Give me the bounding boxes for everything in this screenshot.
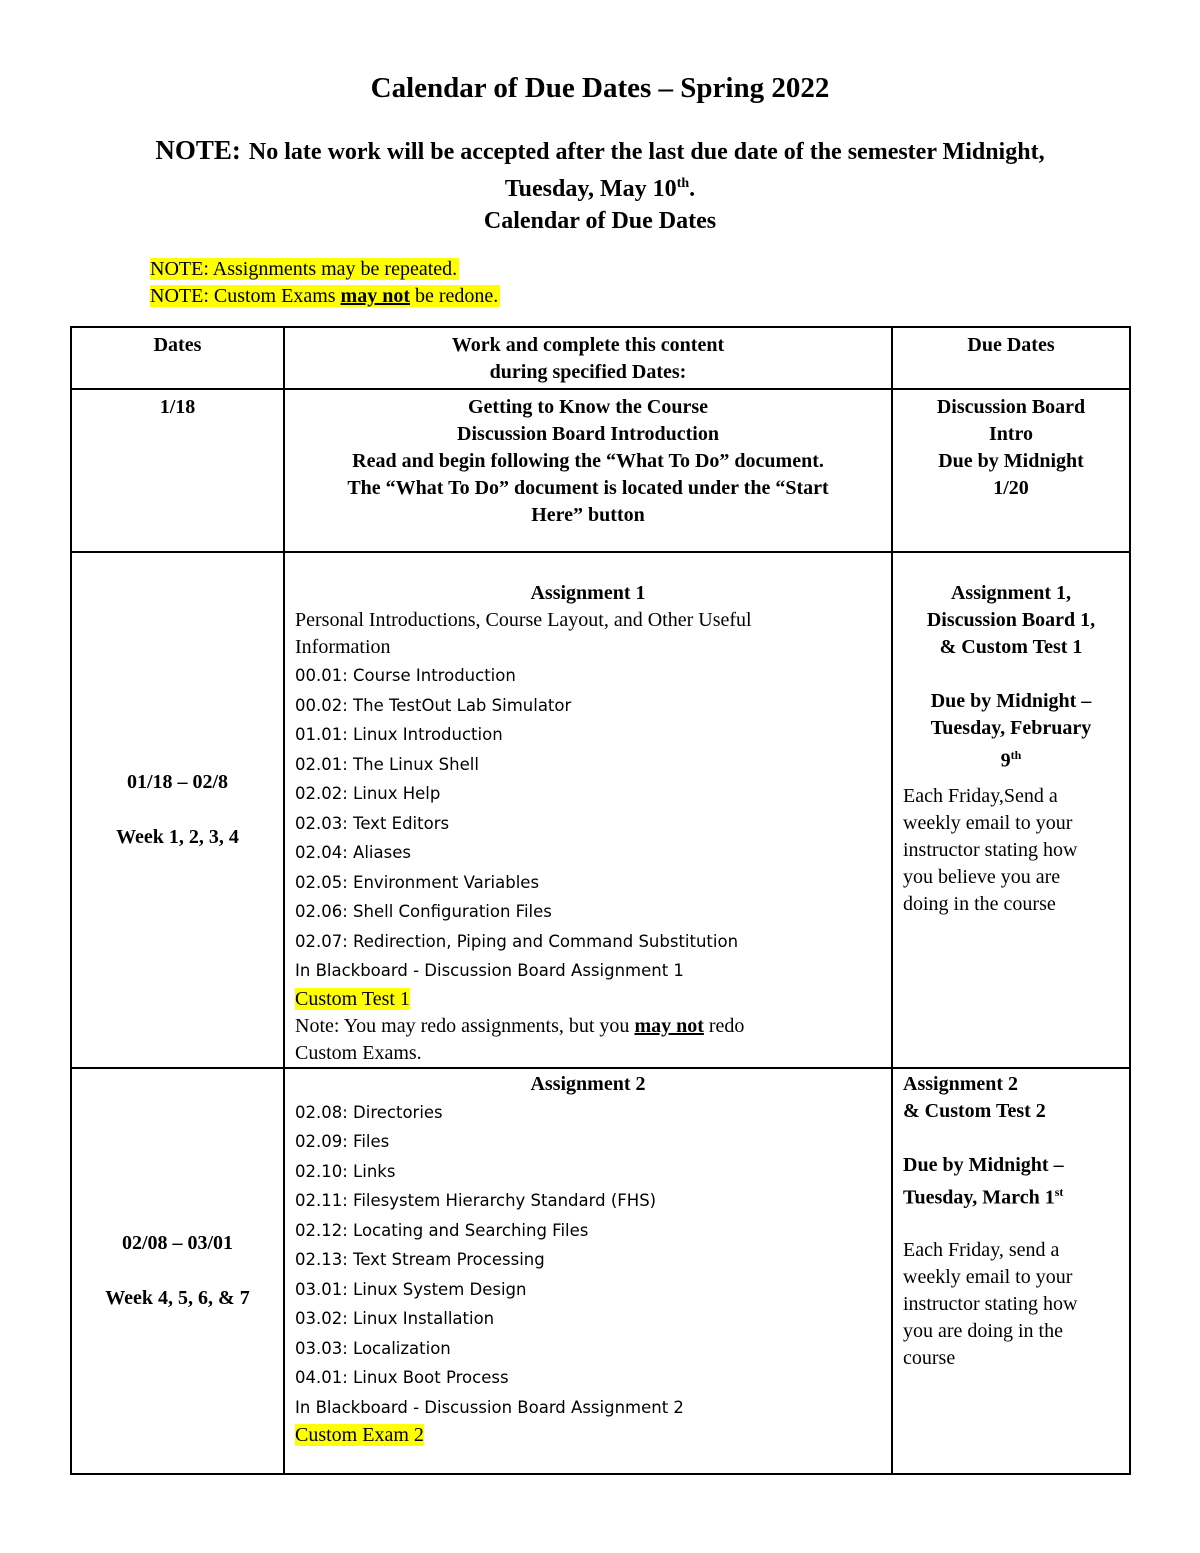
list-item: In Blackboard - Discussion Board Assignment 1 [295,961,684,980]
list-item: 02.11: Filesystem Hierarchy Standard (FHS) [295,1191,657,1210]
row2-weekly-note [893,783,1129,918]
list-item: 00.01: Course Introduction [295,666,516,685]
row2-date-range: 01/18 – 02/8 [126,770,229,793]
table-row [71,389,1130,552]
row1-due-line: Discussion Board [936,396,1086,418]
highlight-note-1: NOTE: Assignments may be repeated. [150,258,458,280]
note-text-line2-end: . [689,176,696,202]
assignment-2-items [285,1098,891,1423]
list-item: 02.10: Links [295,1161,396,1181]
note-text-line1: No late work will be accepted after the last due date of the semester Midnight, [248,139,1045,165]
list-item: 01.01: Linux Introduction [295,725,503,744]
weekly-note-line: Each Friday,Send a [903,784,1058,807]
table-header-row [71,327,1130,389]
list-item: 02.13: Text Stream Processing [295,1250,545,1269]
list-item: In Blackboard - Discussion Board Assignment 2 [295,1397,684,1417]
row1-work-line: Read and begin following the “What To Do” document. [352,450,824,472]
row3-due [892,1068,1130,1474]
row3-weeks: Week 4, 5, 6, & 7 [105,1286,250,1309]
list-item: 04.01: Linux Boot Process [295,1368,509,1387]
header-dates: Dates [71,327,284,389]
row2-due-line: Assignment 1, [950,582,1071,604]
due-dates-table [70,326,1131,1475]
assignment-1-footer [285,986,891,1067]
note-sup: th [676,176,690,191]
weekly-note-line: instructor stating how [903,838,1078,861]
row1-due-line: Intro [988,423,1034,445]
header-work [284,327,892,389]
header-work-line1: Work and complete this content [451,334,725,356]
list-item: 02.05: Environment Variables [295,872,540,892]
custom-exam-2: Custom Exam 2 [295,1424,424,1446]
row3-weekly-note [893,1237,1129,1372]
page-title: Calendar of Due Dates – Spring 2022 [370,72,830,104]
weekly-note-line: you are doing in the [903,1320,1063,1343]
row3-date [71,1068,284,1474]
row3-due-day [903,1179,1121,1212]
list-item: 03.02: Linux Installation [295,1309,495,1328]
redo-note-pre: Note: You may redo assignments, but you [295,1014,635,1037]
header-due: Due Dates [892,327,1130,389]
row1-due-line: 1/20 [993,477,1029,499]
redo-note-post: redo [703,1014,745,1037]
list-item: 02.09: Files [295,1132,390,1151]
row1-date: 1/18 [71,389,284,552]
note-label: NOTE: [155,135,241,165]
row1-work [284,389,892,552]
list-item: 03.01: Linux System Design [295,1279,527,1299]
redo-note-emph: may not [634,1014,704,1037]
row2-due-by: Due by Midnight – [930,690,1092,712]
list-item: 02.07: Redirection, Piping and Command Substitution [295,931,739,951]
row2-work [284,552,892,1068]
row2-due-by: Tuesday, February [930,717,1092,739]
row3-due-line: Assignment 2 [903,1072,1019,1095]
list-item: 02.08: Directories [295,1102,443,1122]
list-item: 02.01: The Linux Shell [295,754,479,774]
late-work-note [70,134,1130,237]
weekly-note-line: instructor stating how [903,1293,1078,1316]
assignment-1-intro [285,607,891,661]
row1-work-line: Here” button [531,504,645,526]
row2-date [71,552,284,1068]
intro-line: Personal Introductions, Course Layout, and Other Useful [295,609,752,631]
assignment-1-title: Assignment 1 [530,582,646,604]
row2-due [892,552,1130,1068]
list-item: 02.03: Text Editors [295,813,450,833]
list-item: 02.06: Shell Configuration Files [295,902,552,921]
list-item: 00.02: The TestOut Lab Simulator [295,695,572,715]
row3-work [284,1068,892,1474]
assignment-2-footer [285,1422,891,1449]
list-item: 02.04: Aliases [295,843,411,862]
intro-line: Information [295,636,391,658]
row2-due-line: Discussion Board 1, [926,609,1096,631]
row1-due [892,389,1130,552]
note-text-line2: Tuesday, May 10 [504,176,677,202]
highlight-note-2-emph: may not [340,285,410,307]
list-item: 02.12: Locating and Searching Files [295,1220,589,1240]
redo-note-line2: Custom Exams. [295,1041,422,1064]
highlight-note-2-post: be redone. [410,285,499,307]
row2-due-day-sup: th [1010,748,1022,762]
table-row [71,1068,1130,1474]
weekly-note-line: weekly email to your [903,1266,1073,1289]
row2-due-items [893,580,1129,775]
row3-due-day-text: Tuesday, March 1 [903,1186,1055,1209]
highlight-note-2 [150,285,500,307]
weekly-note-line: course [903,1347,956,1370]
header-work-line2: during specified Dates: [489,361,687,383]
row1-work-line: Discussion Board Introduction [457,423,719,445]
weekly-note-line: weekly email to your [903,811,1073,834]
assignment-1-items [285,661,891,986]
weekly-note-line: you believe you are [903,865,1061,888]
row3-due-day-sup: st [1054,1184,1064,1199]
row3-due-by: Due by Midnight – [903,1153,1064,1176]
weekly-note-line: Each Friday, send a [903,1239,1060,1262]
row1-due-line: Due by Midnight [938,450,1084,472]
row3-due-items [893,1071,1129,1212]
highlighted-notes [150,256,500,310]
row2-due-line: & Custom Test 1 [939,636,1083,658]
highlight-note-2-pre: NOTE: Custom Exams [150,285,341,307]
row1-work-line: The “What To Do” document is located under the “Start [347,477,829,499]
row3-date-range: 02/08 – 03/01 [121,1231,234,1254]
row1-work-line: Getting to Know the Course [468,396,708,418]
weekly-note-line: doing in the course [903,892,1056,915]
custom-test-1: Custom Test 1 [295,987,410,1010]
table-row [71,552,1130,1068]
assignment-2-title: Assignment 2 [530,1072,646,1095]
row3-due-line: & Custom Test 2 [903,1099,1046,1122]
subtitle: Calendar of Due Dates [483,208,717,234]
list-item: 02.02: Linux Help [295,784,441,803]
row2-due-day [893,742,1129,775]
row2-due-day-num: 9 [1000,749,1011,772]
row2-weeks: Week 1, 2, 3, 4 [116,825,239,848]
list-item: 03.03: Localization [295,1338,451,1358]
redo-note [295,1013,881,1040]
